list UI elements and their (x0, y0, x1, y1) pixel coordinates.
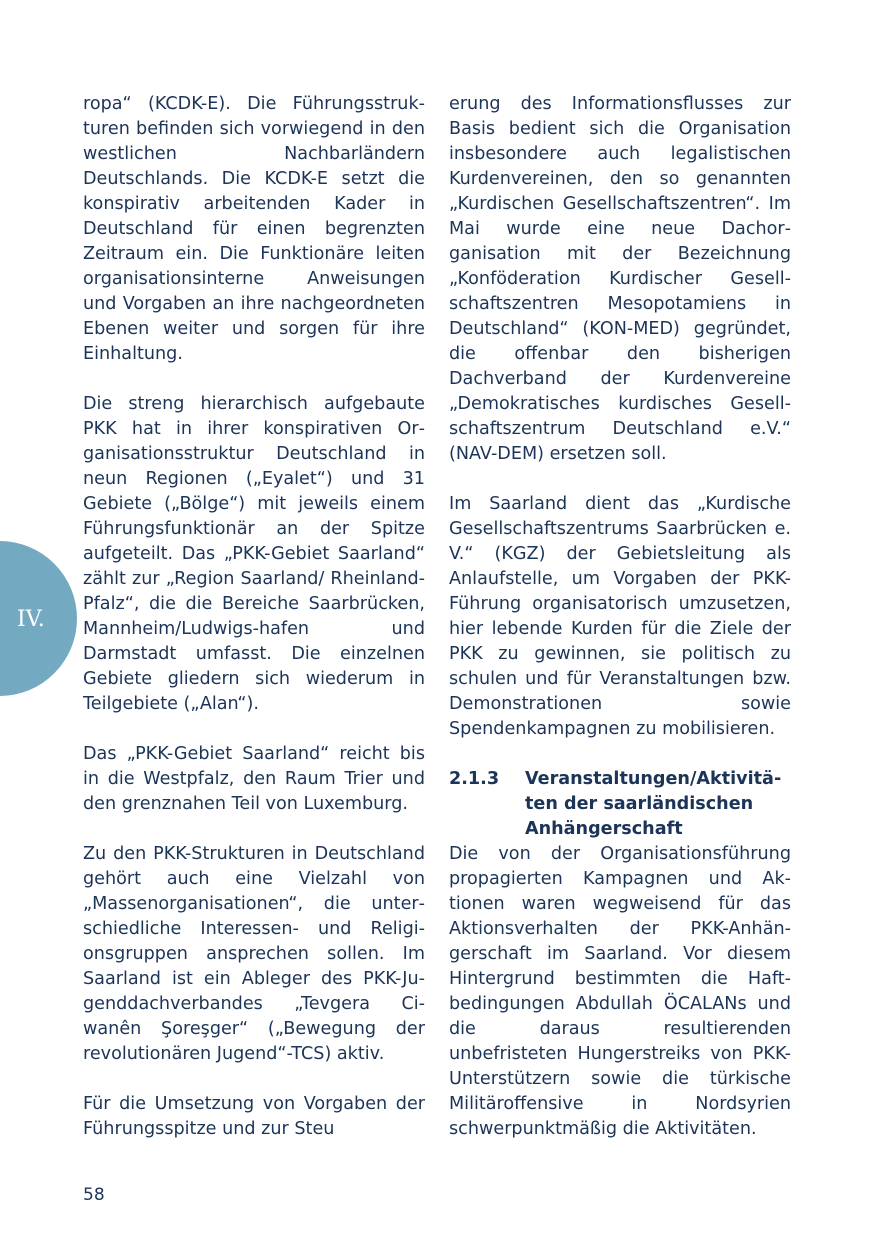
body-paragraph: ropa“ (KCDK-E). Die Führungsstrukturen befinden sich vorwiegend in den westlichen Nachbarländern Deutschlands. Die KCDK-E setzt die konspirativ arbeitenden Kader in Deutschland für einen begrenzten Zeitraum ein. Die Funktionäre leiten organisationsinterne Anweisungen und Vorgaben an ihre nachgeordneten Ebenen weiter und sorgen für ihre Einhaltung. (83, 94, 425, 364)
body-paragraph: Im Saarland dient das „Kurdische Gesellschaftszentrums Saarbrücken e. V.“ (KGZ) der Gebietsleitung als Anlaufstelle, um Vorgaben der PKK-Führung organisatorisch umzusetzen, hier lebende Kurden für die Ziele der PKK zu gewinnen, sie politisch zu schulen und für Veranstaltungen bzw. Demonstrationen sowie Spendenkampagnen zu mobilisieren. (449, 494, 791, 739)
body-paragraph: Zu den PKK-Strukturen in Deutschland gehört auch eine Vielzahl von „Massenorganisationen“, die unterschiedliche Interessen- und Religionsgruppen ansprechen sollen. Im Saarland ist ein Ableger des PKK-Jugenddachverbandes „Tevgera Ciwanên Şoreşger“ („Bewegung der revolutionären Jugend“-TCS) aktiv. (83, 844, 425, 1064)
right-column (449, 92, 791, 1142)
section-title: Veranstaltungen/Aktivitäten der saarländischen Anhängerschaft (525, 769, 782, 839)
body-paragraph: Für die Umsetzung von Vorgaben der Führungsspitze und zur Steu (83, 1094, 425, 1139)
body-paragraph: Die von der Organisationsführung propagierten Kampagnen und Aktionen waren wegweisend für das Aktionsverhalten der PKK-Anhängerschaft im Saarland. Vor diesem Hintergrund bestimmten die Haftbedingungen Abdullah ÖCALANs und die daraus resultierenden unbefristeten Hungerstreiks von PKK-Unterstützern sowie die türkische Militäroffensive in Nordsyrien schwerpunktmäßig die Aktivitäten. (449, 844, 791, 1139)
body-paragraph: erung des Informationsflusses zur Basis bedient sich die Organisation insbesondere auch legalistischen Kurdenvereinen, den so genannten „Kurdischen Gesellschaftszentren“. Im Mai wurde eine neue Dachorganisation mit der Bezeichnung „Konföderation Kurdischer Gesellschaftszentren Mesopotamiens in Deutschland“ (KON-MED) gegründet, die offenbar den bisherigen Dachverband der Kurdenvereine „Demokratisches kurdisches Gesellschaftszentrum Deutschland e.V.“ (NAV-DEM) ersetzen soll. (449, 94, 791, 464)
page-number: 58 (83, 1185, 105, 1205)
chapter-label: IV. (17, 607, 45, 632)
section-heading (449, 767, 791, 842)
section-number: 2.1.3 (449, 769, 500, 789)
body-paragraph: Das „PKK-Gebiet Saarland“ reicht bis in die Westpfalz, den Raum Trier und den grenznahen Teil von Luxemburg. (83, 744, 425, 814)
body-paragraph: Die streng hierarchisch aufgebaute PKK hat in ihrer konspirativen Organisationsstruktur Deutschland in neun Regionen („Eyalet“) und 31 Gebiete („Bölge“) mit jeweils einem Führungsfunktionär an der Spitze aufgeteilt. Das „PKK-Gebiet Saarland“ zählt zur „Region Saarland/ Rheinland-Pfalz“, die die Bereiche Saarbrücken, Mannheim/Ludwigs-hafen und Darmstadt umfasst. Die einzelnen Gebiete gliedern sich wiederum in Teilgebiete („Alan“). (83, 394, 425, 714)
left-column (83, 92, 425, 1142)
